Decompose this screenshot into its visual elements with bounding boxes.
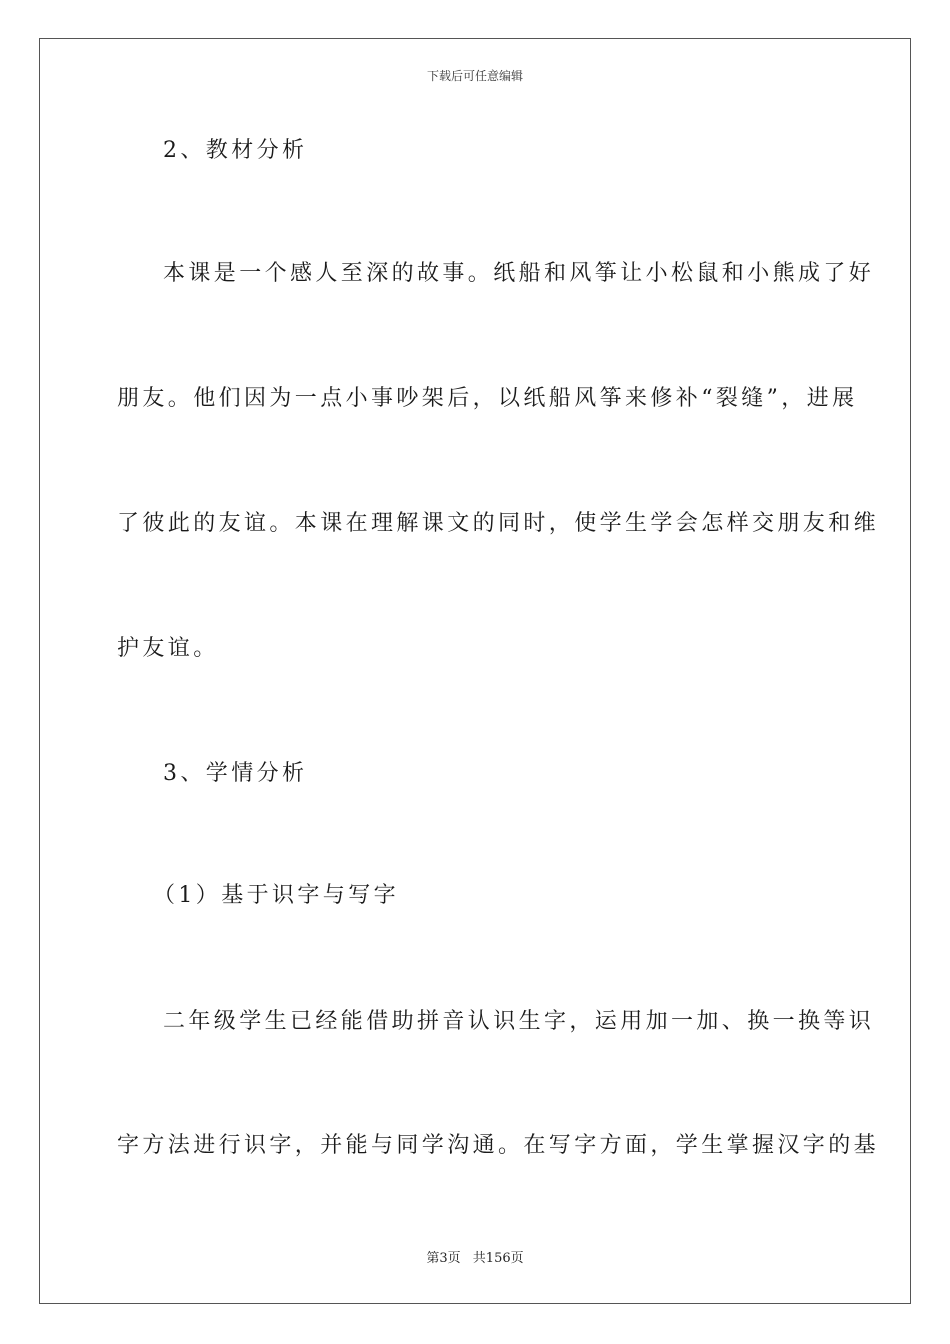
page-total: 共156页 <box>472 1251 524 1266</box>
paragraph-line: 了彼此的友谊。本课在理解课文的同时，使学生学会怎样交朋友和维 <box>117 511 880 536</box>
paragraph-line: 朋友。他们因为一点小事吵架后，以纸船风筝来修补“裂缝”，进展 <box>117 386 858 411</box>
section-heading-textbook-analysis: 2、教材分析 <box>163 138 308 163</box>
section-heading-learner-analysis: 3、学情分析 <box>163 761 308 786</box>
page-border <box>39 38 911 1304</box>
header-note: 下载后可任意编辑 <box>426 69 523 83</box>
paragraph-line: 二年级学生已经能借助拼音认识生字，运用加一加、换一换等识 <box>163 1009 875 1034</box>
paragraph-line: 本课是一个感人至深的故事。纸船和风筝让小松鼠和小熊成了好 <box>163 261 875 286</box>
paragraph-line: 字方法进行识字，并能与同学沟通。在写字方面，学生掌握汉字的基 <box>117 1133 880 1158</box>
paragraph-line: 护友谊。 <box>117 636 219 661</box>
subsection-heading: （1）基于识字与写字 <box>153 883 399 908</box>
page-number: 第3页 <box>426 1251 461 1266</box>
page-footer <box>0 1247 950 1266</box>
